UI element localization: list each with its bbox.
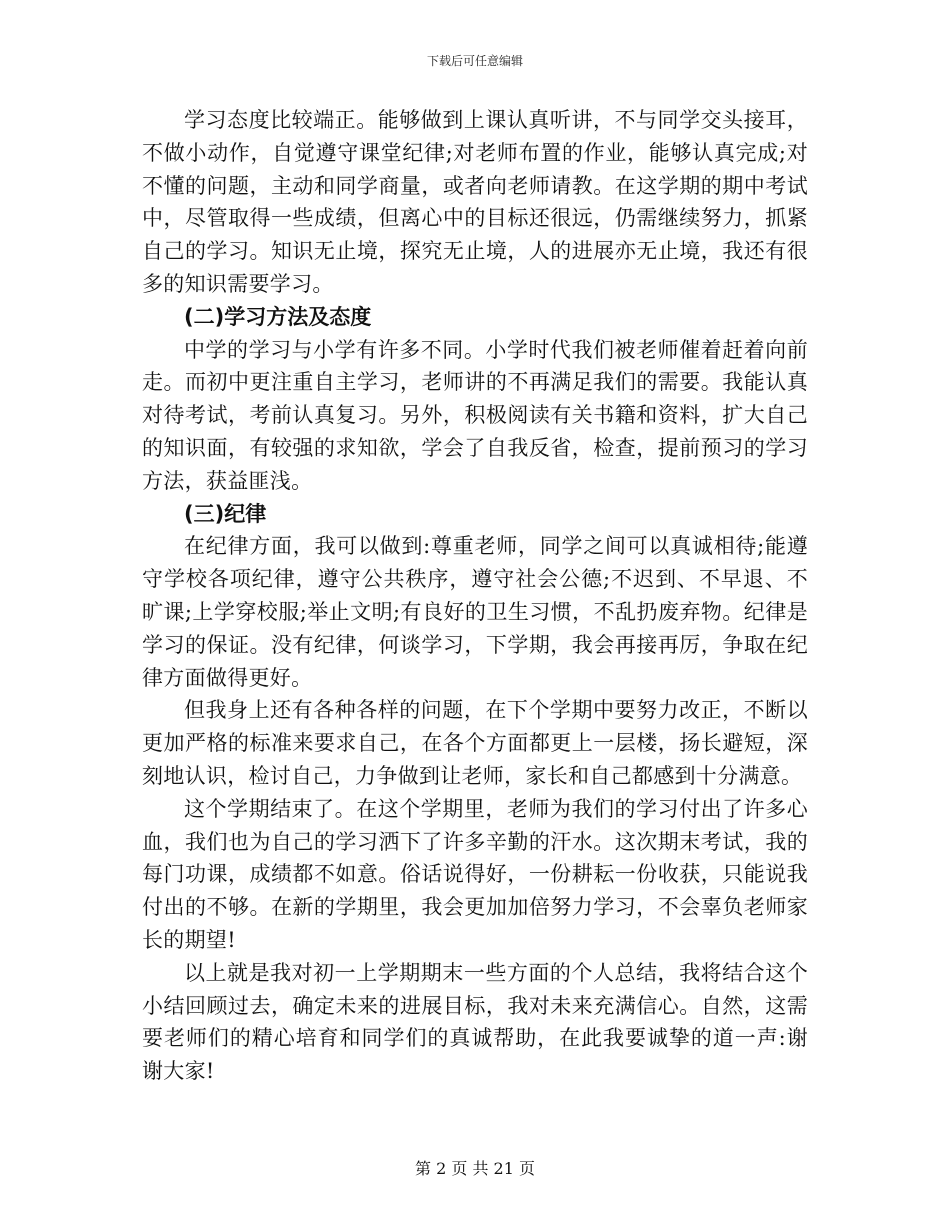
page-number: 第 2 页 共 21 页 — [415, 1159, 535, 1178]
document-body — [142, 104, 808, 1088]
paragraph-study-attitude: 学习态度比较端正。能够做到上课认真听讲，不与同学交头接耳，不做小动作，自觉遵守课堂纪律;对老师布置的作业，能够认真完成;对不懂的问题，主动和同学商量，或者向老师请教。在这学期的期中考试中，尽管取得一些成绩，但离心中的目标还很远，仍需继续努力，抓紧自己的学习。知识无止境，探究无止境，人的进展亦无止境，我还有很多的知识需要学习。 — [142, 108, 808, 296]
paragraph-discipline: 在纪律方面，我可以做到:尊重老师，同学之间可以真诚相待;能遵守学校各项纪律，遵守公共秩序，遵守社会公德;不迟到、不早退、不旷课;上学穿校服;举止文明;有良好的卫生习惯，不乱扔废弃物。纪律是学习的保证。没有纪律，何谈学习，下学期，我会再接再厉，争取在纪律方面做得更好。 — [142, 534, 808, 690]
paragraph-problems: 但我身上还有各种各样的问题，在下个学期中要努力改正，不断以更加严格的标准来要求自己，在各个方面都更上一层楼，扬长避短，深刻地认识，检讨自己，力争做到让老师，家长和自己都感到十分满意。 — [142, 698, 808, 788]
paragraph-study-methods: 中学的学习与小学有许多不同。小学时代我们被老师催着赶着向前走。而初中更注重自主学习，老师讲的不再满足我们的需要。我能认真对待考试，考前认真复习。另外，积极阅读有关书籍和资料，扩大自己的知识面，有较强的求知欲，学会了自我反省，检查，提前预习的学习方法，获益匪浅。 — [142, 337, 808, 493]
section-heading-discipline: (三)纪律 — [184, 501, 267, 526]
paragraph-semester-end: 这个学期结束了。在这个学期里，老师为我们的学习付出了许多心血，我们也为自己的学习洒下了许多辛勤的汗水。这次期末考试，我的每门功课，成绩都不如意。俗话说得好，一份耕耘一份收获，只能说我付出的不够。在新的学期里，我会更加加倍努力学习，不会辜负老师家长的期望! — [142, 796, 808, 952]
section-heading-study-methods: (二)学习方法及态度 — [184, 304, 372, 329]
paragraph-conclusion: 以上就是我对初一上学期期末一些方面的个人总结，我将结合这个小结回顾过去，确定未来的进展目标，我对未来充满信心。自然，这需要老师们的精心培育和同学们的真诚帮助，在此我要诚挚的道一声:谢谢大家! — [142, 960, 808, 1084]
page-header: 下载后可任意编辑 — [426, 54, 523, 68]
